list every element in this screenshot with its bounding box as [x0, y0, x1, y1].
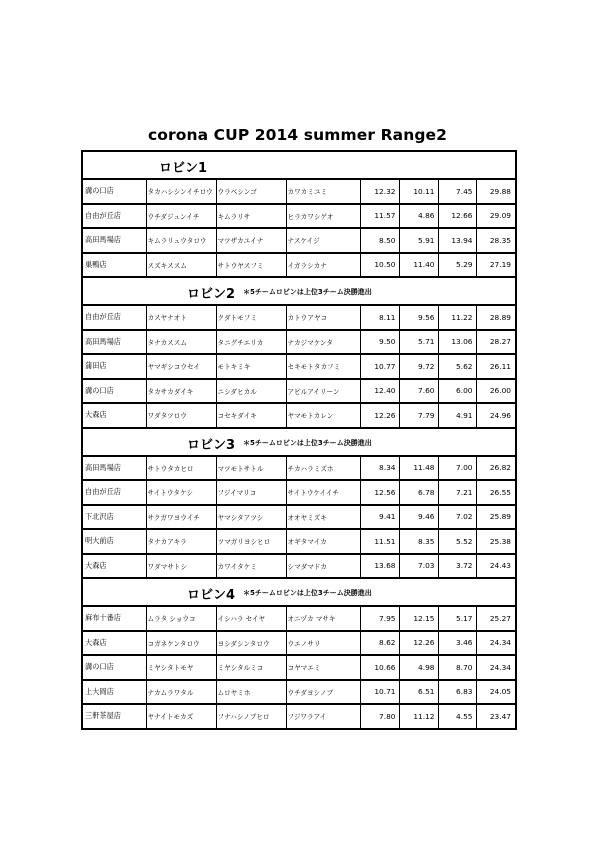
player-2-cell: ヤマシタアツシ: [216, 505, 286, 530]
player-3-cell: イガラシカナ: [286, 253, 360, 278]
score-2-cell: 4.86: [399, 204, 438, 229]
score-2-cell: 4.98: [399, 655, 438, 680]
score-3-cell: 5.29: [438, 253, 476, 278]
score-2-cell: 12.15: [399, 606, 438, 631]
score-3-cell: 7.00: [438, 456, 476, 481]
player-3-cell: オオヤミズキ: [286, 505, 360, 530]
player-1-cell: ワダタツロウ: [146, 403, 216, 428]
table-row: [82, 228, 516, 253]
player-2-cell: マツモトサトル: [216, 456, 286, 481]
score-1-cell: 9.50: [360, 330, 399, 355]
group-header-cell: [82, 578, 516, 606]
score-1-cell: 10.77: [360, 354, 399, 379]
total-score-cell: 26.11: [476, 354, 516, 379]
table-row: [82, 253, 516, 278]
player-2-cell: ムロヤミホ: [216, 680, 286, 705]
table-row: [82, 305, 516, 330]
player-3-cell: フジワラアイ: [286, 704, 360, 729]
player-2-cell: カワイタケミ: [216, 554, 286, 579]
shop-cell: 大森店: [82, 554, 146, 579]
player-3-cell: サイトウケイイチ: [286, 480, 360, 505]
score-1-cell: 8.11: [360, 305, 399, 330]
score-3-cell: 13.94: [438, 228, 476, 253]
total-score-cell: 29.88: [476, 179, 516, 204]
total-score-cell: 23.47: [476, 704, 516, 729]
score-1-cell: 7.95: [360, 606, 399, 631]
total-score-cell: 25.38: [476, 529, 516, 554]
shop-cell: 溝の口店: [82, 379, 146, 404]
table-row: [82, 505, 516, 530]
shop-cell: 大森店: [82, 631, 146, 656]
score-1-cell: 13.68: [360, 554, 399, 579]
table-row: [82, 354, 516, 379]
player-1-cell: サトウタカヒロ: [146, 456, 216, 481]
shop-cell: 自由が丘店: [82, 204, 146, 229]
player-3-cell: ウチダヨシノブ: [286, 680, 360, 705]
total-score-cell: 26.00: [476, 379, 516, 404]
shop-cell: 明大前店: [82, 529, 146, 554]
table-row: [82, 655, 516, 680]
group-header: [82, 578, 516, 606]
total-score-cell: 24.43: [476, 554, 516, 579]
score-2-cell: 9.72: [399, 354, 438, 379]
shop-cell: 巣鴨店: [82, 253, 146, 278]
player-1-cell: ナカムラワタル: [146, 680, 216, 705]
score-1-cell: 7.80: [360, 704, 399, 729]
table-row: [82, 330, 516, 355]
score-2-cell: 11.40: [399, 253, 438, 278]
table-row: [82, 680, 516, 705]
score-3-cell: 4.91: [438, 403, 476, 428]
score-2-cell: 9.46: [399, 505, 438, 530]
player-3-cell: ヤマモトカレン: [286, 403, 360, 428]
shop-cell: 蒲田店: [82, 354, 146, 379]
player-1-cell: ヤナイトモカズ: [146, 704, 216, 729]
total-score-cell: 25.89: [476, 505, 516, 530]
table-row: [82, 204, 516, 229]
table-row: [82, 606, 516, 631]
player-3-cell: ナスケイジ: [286, 228, 360, 253]
score-2-cell: 6.78: [399, 480, 438, 505]
score-2-cell: 7.60: [399, 379, 438, 404]
player-3-cell: ヒラカワシゲオ: [286, 204, 360, 229]
score-2-cell: 10.11: [399, 179, 438, 204]
table-row: [82, 179, 516, 204]
score-3-cell: 3.72: [438, 554, 476, 579]
table-row: [82, 403, 516, 428]
player-1-cell: コガネケンタロウ: [146, 631, 216, 656]
player-2-cell: クダトモフミ: [216, 305, 286, 330]
total-score-cell: 27.19: [476, 253, 516, 278]
score-3-cell: 5.52: [438, 529, 476, 554]
player-1-cell: ワダマサトシ: [146, 554, 216, 579]
total-score-cell: 25.27: [476, 606, 516, 631]
player-2-cell: モトキミキ: [216, 354, 286, 379]
player-1-cell: ムラタ ショウコ: [146, 606, 216, 631]
player-2-cell: コセキダイキ: [216, 403, 286, 428]
score-3-cell: 7.45: [438, 179, 476, 204]
player-1-cell: サクガワヨウイチ: [146, 505, 216, 530]
score-3-cell: 6.83: [438, 680, 476, 705]
group-header: [82, 151, 516, 179]
shop-cell: 高田馬場店: [82, 228, 146, 253]
player-1-cell: ウチダジュンイチ: [146, 204, 216, 229]
score-3-cell: 12.66: [438, 204, 476, 229]
shop-cell: 下北沢店: [82, 505, 146, 530]
group-name: ロビン1: [159, 161, 208, 176]
player-3-cell: ナカジマケンタ: [286, 330, 360, 355]
player-1-cell: ヤマギシコウセイ: [146, 354, 216, 379]
score-2-cell: 9.56: [399, 305, 438, 330]
total-score-cell: 26.82: [476, 456, 516, 481]
total-score-cell: 28.27: [476, 330, 516, 355]
player-2-cell: イシハラ セイヤ: [216, 606, 286, 631]
player-3-cell: ウエノサリ: [286, 631, 360, 656]
score-1-cell: 8.34: [360, 456, 399, 481]
player-1-cell: キムラリュウタロウ: [146, 228, 216, 253]
player-1-cell: ミヤシタトモヤ: [146, 655, 216, 680]
score-2-cell: 6.51: [399, 680, 438, 705]
score-2-cell: 8.35: [399, 529, 438, 554]
score-1-cell: 10.71: [360, 680, 399, 705]
table-row: [82, 554, 516, 579]
player-2-cell: マツザカユイナ: [216, 228, 286, 253]
score-1-cell: 11.51: [360, 529, 399, 554]
score-2-cell: 5.71: [399, 330, 438, 355]
group-note: ＊5チームロビンは上位3チーム決勝進出: [243, 288, 372, 296]
shop-cell: 麻布十番店: [82, 606, 146, 631]
total-score-cell: 29.09: [476, 204, 516, 229]
score-3-cell: 5.17: [438, 606, 476, 631]
player-2-cell: ヨシダシンタロウ: [216, 631, 286, 656]
player-1-cell: タカサカダイキ: [146, 379, 216, 404]
score-3-cell: 3.46: [438, 631, 476, 656]
score-3-cell: 7.02: [438, 505, 476, 530]
player-2-cell: フジイマリコ: [216, 480, 286, 505]
total-score-cell: 28.89: [476, 305, 516, 330]
score-3-cell: 7.21: [438, 480, 476, 505]
shop-cell: 高田馬場店: [82, 456, 146, 481]
player-3-cell: チカハラミズホ: [286, 456, 360, 481]
table-row: [82, 704, 516, 729]
group-note: ＊5チームロビンは上位3チーム決勝進出: [243, 438, 372, 447]
total-score-cell: 24.96: [476, 403, 516, 428]
group-header-cell: [82, 428, 516, 456]
player-2-cell: ツマガリヨシヒロ: [216, 529, 286, 554]
score-1-cell: 10.66: [360, 655, 399, 680]
results-table: [81, 150, 517, 730]
group-header-cell: [82, 151, 516, 179]
player-1-cell: スズキススム: [146, 253, 216, 278]
score-2-cell: 11.48: [399, 456, 438, 481]
player-1-cell: タナカアキラ: [146, 529, 216, 554]
shop-cell: 上大岡店: [82, 680, 146, 705]
player-3-cell: セキモトタカフミ: [286, 354, 360, 379]
player-2-cell: キムラリサ: [216, 204, 286, 229]
score-3-cell: 13.06: [438, 330, 476, 355]
score-1-cell: 12.40: [360, 379, 399, 404]
player-2-cell: サトウヤスフミ: [216, 253, 286, 278]
shop-cell: 高田馬場店: [82, 330, 146, 355]
player-3-cell: コヤマエミ: [286, 655, 360, 680]
shop-cell: 自由が丘店: [82, 305, 146, 330]
shop-cell: 三軒茶屋店: [82, 704, 146, 729]
table-row: [82, 631, 516, 656]
score-1-cell: 10.50: [360, 253, 399, 278]
player-1-cell: カスヤナオト: [146, 305, 216, 330]
score-2-cell: 12.26: [399, 631, 438, 656]
player-3-cell: カワカミユミ: [286, 179, 360, 204]
player-3-cell: オギタマイカ: [286, 529, 360, 554]
score-3-cell: 8.70: [438, 655, 476, 680]
score-3-cell: 6.00: [438, 379, 476, 404]
group-name: ロビン3: [187, 437, 236, 453]
player-3-cell: オニヅカ マサキ: [286, 606, 360, 631]
group-name: ロビン4: [187, 588, 236, 603]
shop-cell: 溝の口店: [82, 179, 146, 204]
total-score-cell: 28.35: [476, 228, 516, 253]
score-2-cell: 7.79: [399, 403, 438, 428]
score-1-cell: 11.57: [360, 204, 399, 229]
score-3-cell: 4.55: [438, 704, 476, 729]
shop-cell: 大森店: [82, 403, 146, 428]
score-1-cell: 12.56: [360, 480, 399, 505]
group-note: ＊5チームロビンは上位3チーム決勝進出: [243, 589, 372, 597]
player-2-cell: ニシダヒカル: [216, 379, 286, 404]
player-1-cell: サイトウタケシ: [146, 480, 216, 505]
player-2-cell: フナハシノブヒロ: [216, 704, 286, 729]
player-1-cell: タナカススム: [146, 330, 216, 355]
shop-cell: 自由が丘店: [82, 480, 146, 505]
score-1-cell: 8.50: [360, 228, 399, 253]
score-1-cell: 9.41: [360, 505, 399, 530]
player-2-cell: ウラベシンゴ: [216, 179, 286, 204]
player-2-cell: タニグチエリカ: [216, 330, 286, 355]
player-3-cell: カトウアヤコ: [286, 305, 360, 330]
score-2-cell: 5.91: [399, 228, 438, 253]
total-score-cell: 26.55: [476, 480, 516, 505]
shop-cell: 溝の口店: [82, 655, 146, 680]
table-row: [82, 379, 516, 404]
page-title: corona CUP 2014 summer Range2: [147, 126, 448, 144]
total-score-cell: 24.05: [476, 680, 516, 705]
player-3-cell: シマダマドカ: [286, 554, 360, 579]
score-2-cell: 11.12: [399, 704, 438, 729]
player-2-cell: ミヤシタルミコ: [216, 655, 286, 680]
total-score-cell: 24.34: [476, 655, 516, 680]
table-row: [82, 456, 516, 481]
score-1-cell: 12.26: [360, 403, 399, 428]
total-score-cell: 24.34: [476, 631, 516, 656]
group-header: [82, 428, 516, 456]
group-header-cell: [82, 277, 516, 305]
score-1-cell: 12.32: [360, 179, 399, 204]
group-name: ロビン2: [187, 287, 236, 302]
group-header: [82, 277, 516, 305]
table-row: [82, 529, 516, 554]
player-1-cell: タカハシシンイチロウ: [146, 179, 216, 204]
score-3-cell: 5.62: [438, 354, 476, 379]
table-row: [82, 480, 516, 505]
score-1-cell: 8.62: [360, 631, 399, 656]
score-2-cell: 7.03: [399, 554, 438, 579]
score-3-cell: 11.22: [438, 305, 476, 330]
player-3-cell: アビルアイリーン: [286, 379, 360, 404]
